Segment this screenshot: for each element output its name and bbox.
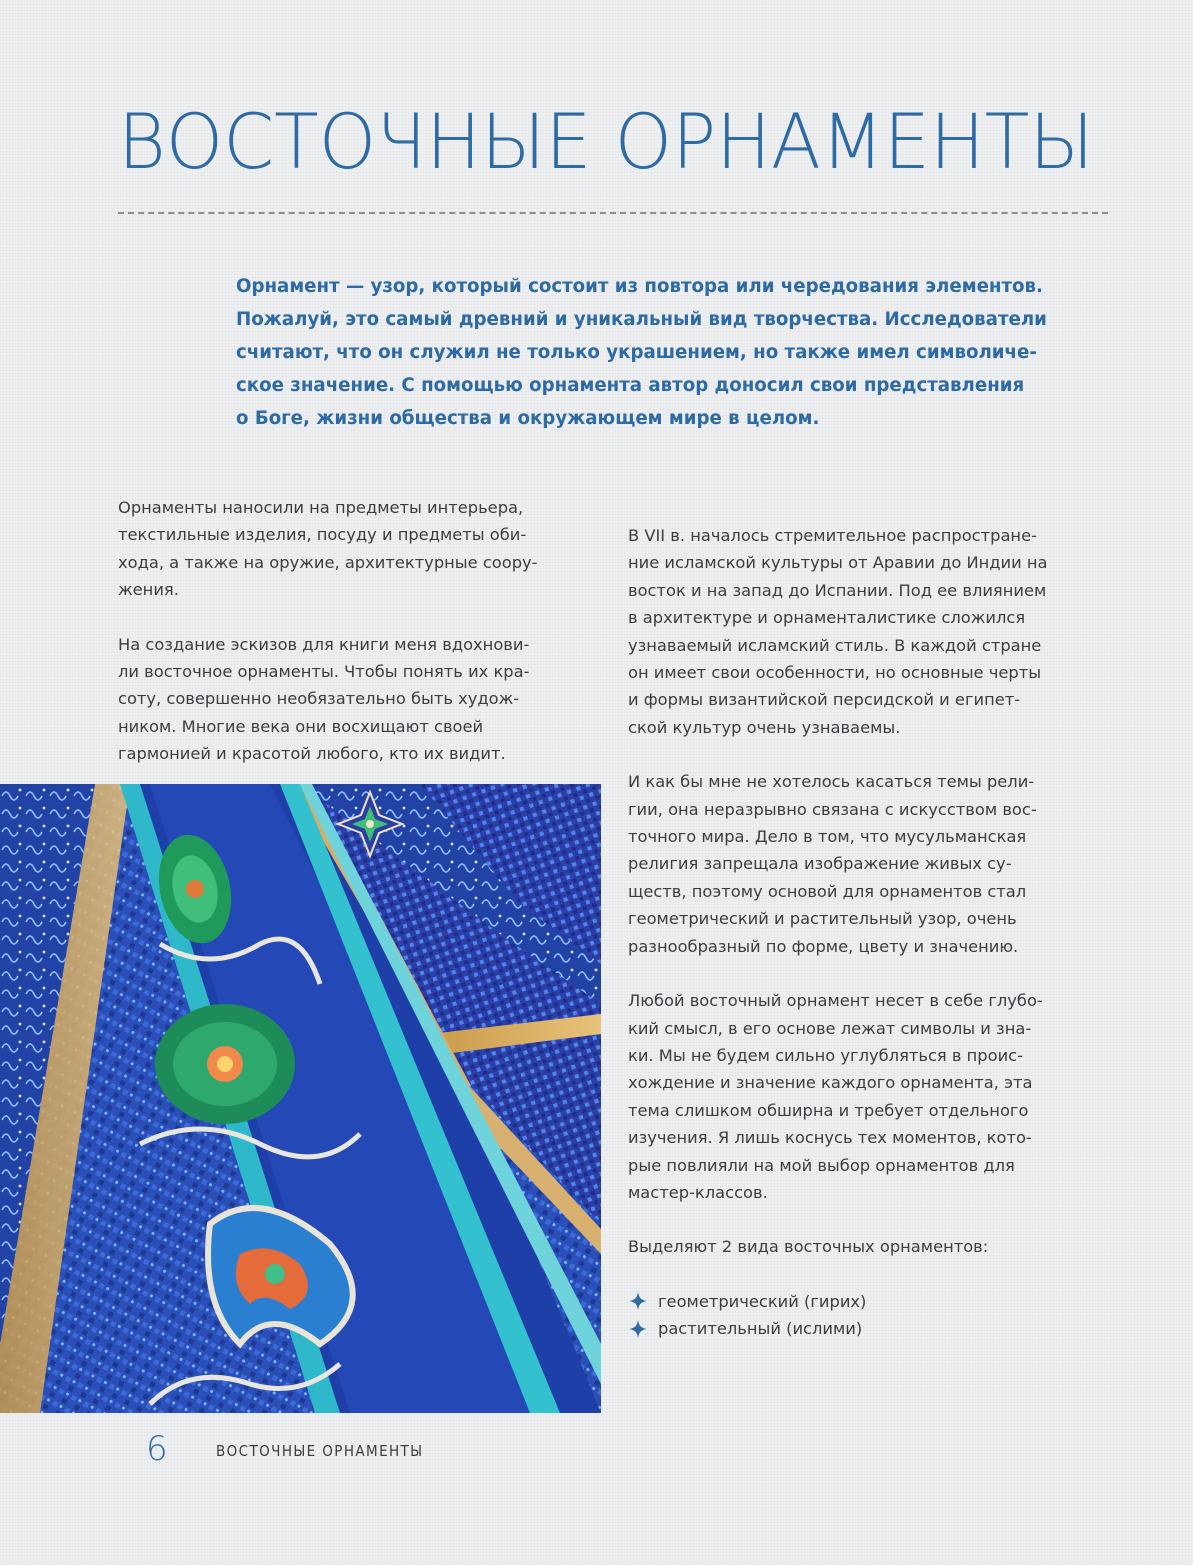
- mosaic-illustration: [0, 784, 601, 1413]
- floral-medallion: [155, 1004, 295, 1124]
- paragraph: [118, 631, 588, 768]
- text-line: И как бы мне не хотелось касаться темы рели-: [628, 772, 1035, 792]
- four-point-star-icon: [628, 1291, 648, 1311]
- page-title: ВОСТОЧНЫЕ ОРНАМЕНТЫ: [118, 97, 1094, 186]
- text-line: и формы византийской персидской и египет-: [628, 690, 1021, 710]
- text-line: ли восточное орнаменты. Чтобы понять их кра-: [118, 662, 530, 682]
- paragraph: [118, 494, 588, 604]
- text-line: разнообразный по форме, цвету и значению.: [628, 936, 1019, 956]
- paragraph: [628, 1233, 1108, 1260]
- paragraph: [628, 522, 1108, 741]
- text-line: В VII в. началось стремительное распростране-: [628, 526, 1037, 545]
- text-line: соту, совершенно необязательно быть худож-: [118, 689, 520, 709]
- text-line: тема слишком обширна и требует отдельного: [628, 1100, 1029, 1120]
- mosaic-photo: [0, 784, 601, 1413]
- text-line: На создание эскизов для книги меня вдохнови-: [118, 634, 530, 654]
- text-line: кий смысл, в его основе лежат символы и зна-: [628, 1018, 1032, 1038]
- text-line: жения.: [118, 580, 179, 600]
- bullet-text: геометрический (гирих): [658, 1291, 867, 1311]
- text-line: ки. Мы не будем сильно углубляться в проис-: [628, 1045, 1023, 1065]
- lead-paragraph: [236, 270, 1106, 435]
- text-line: он имеет свои особенности, но основные черты: [628, 663, 1042, 683]
- text-line: Орнаменты наносили на предметы интерьера,: [118, 498, 524, 517]
- text-line: религия запрещала изображение живых су-: [628, 854, 1012, 874]
- text-line: текстильные изделия, посуду и предметы оби-: [118, 525, 527, 545]
- text-line: ником. Многие века они восхищают своей: [118, 716, 484, 736]
- text-line: ние исламской культуры от Аравии до Индии на: [628, 553, 1048, 573]
- page-number: 6: [146, 1429, 168, 1469]
- list-item: [628, 1315, 1108, 1342]
- bullet-list: [628, 1288, 1108, 1343]
- text-line: геометрический и растительный узор, очень: [628, 909, 1017, 929]
- paragraph: [628, 768, 1108, 960]
- running-footer-title: ВОСТОЧНЫЕ ОРНАМЕНТЫ: [216, 1442, 424, 1460]
- list-item: [628, 1288, 1108, 1315]
- text-line: гармонией и красотой любого, кто их видит.: [118, 744, 506, 764]
- text-line: ществ, поэтому основой для орнаментов стал: [628, 881, 1027, 901]
- right-column: [628, 522, 1108, 1343]
- bullet-text: растительный (ислими): [658, 1319, 863, 1339]
- lead-line: Орнамент — узор, который состоит из повтора или чередования элементов.: [236, 276, 1043, 297]
- left-column: [118, 494, 588, 795]
- text-line: хода, а также на оружие, архитектурные соору-: [118, 552, 538, 572]
- text-line: гии, она неразрывно связана с искусством вос-: [628, 799, 1037, 819]
- text-line: рые повлияли на мой выбор орнаментов для: [628, 1155, 1015, 1175]
- text-line: восток и на запад до Испании. Под ее влиянием: [628, 580, 1047, 600]
- dashed-divider: [118, 212, 1108, 214]
- text-line: хождение и значение каждого орнамента, эта: [628, 1073, 1033, 1093]
- text-line: узнаваемый исламский стиль. В каждой стране: [628, 635, 1042, 655]
- text-line: ской культур очень узнаваемы.: [628, 717, 901, 737]
- text-line: мастер-классов.: [628, 1182, 768, 1202]
- lead-line: ское значение. С помощью орнамента автор доносил свои представления: [236, 375, 1025, 396]
- text-line: в архитектуре и орнаменталистике сложился: [628, 608, 1026, 628]
- text-line: изучения. Я лишь коснусь тех моментов, кото-: [628, 1128, 1032, 1148]
- four-point-star-icon: [628, 1319, 648, 1339]
- lead-line: Пожалуй, это самый древний и уникальный вид творчества. Исследователи: [236, 309, 1047, 330]
- text-line: Любой восточный орнамент несет в себе глубо-: [628, 991, 1043, 1011]
- lead-line: о Боге, жизни общества и окружающем мире в целом.: [236, 408, 820, 429]
- text-line: Выделяют 2 вида восточных орнаментов:: [628, 1237, 989, 1257]
- lead-line: считают, что он служил не только украшением, но также имел символиче-: [236, 342, 1037, 363]
- text-line: точного мира. Дело в том, что мусульманская: [628, 827, 1027, 847]
- paragraph: [628, 987, 1108, 1206]
